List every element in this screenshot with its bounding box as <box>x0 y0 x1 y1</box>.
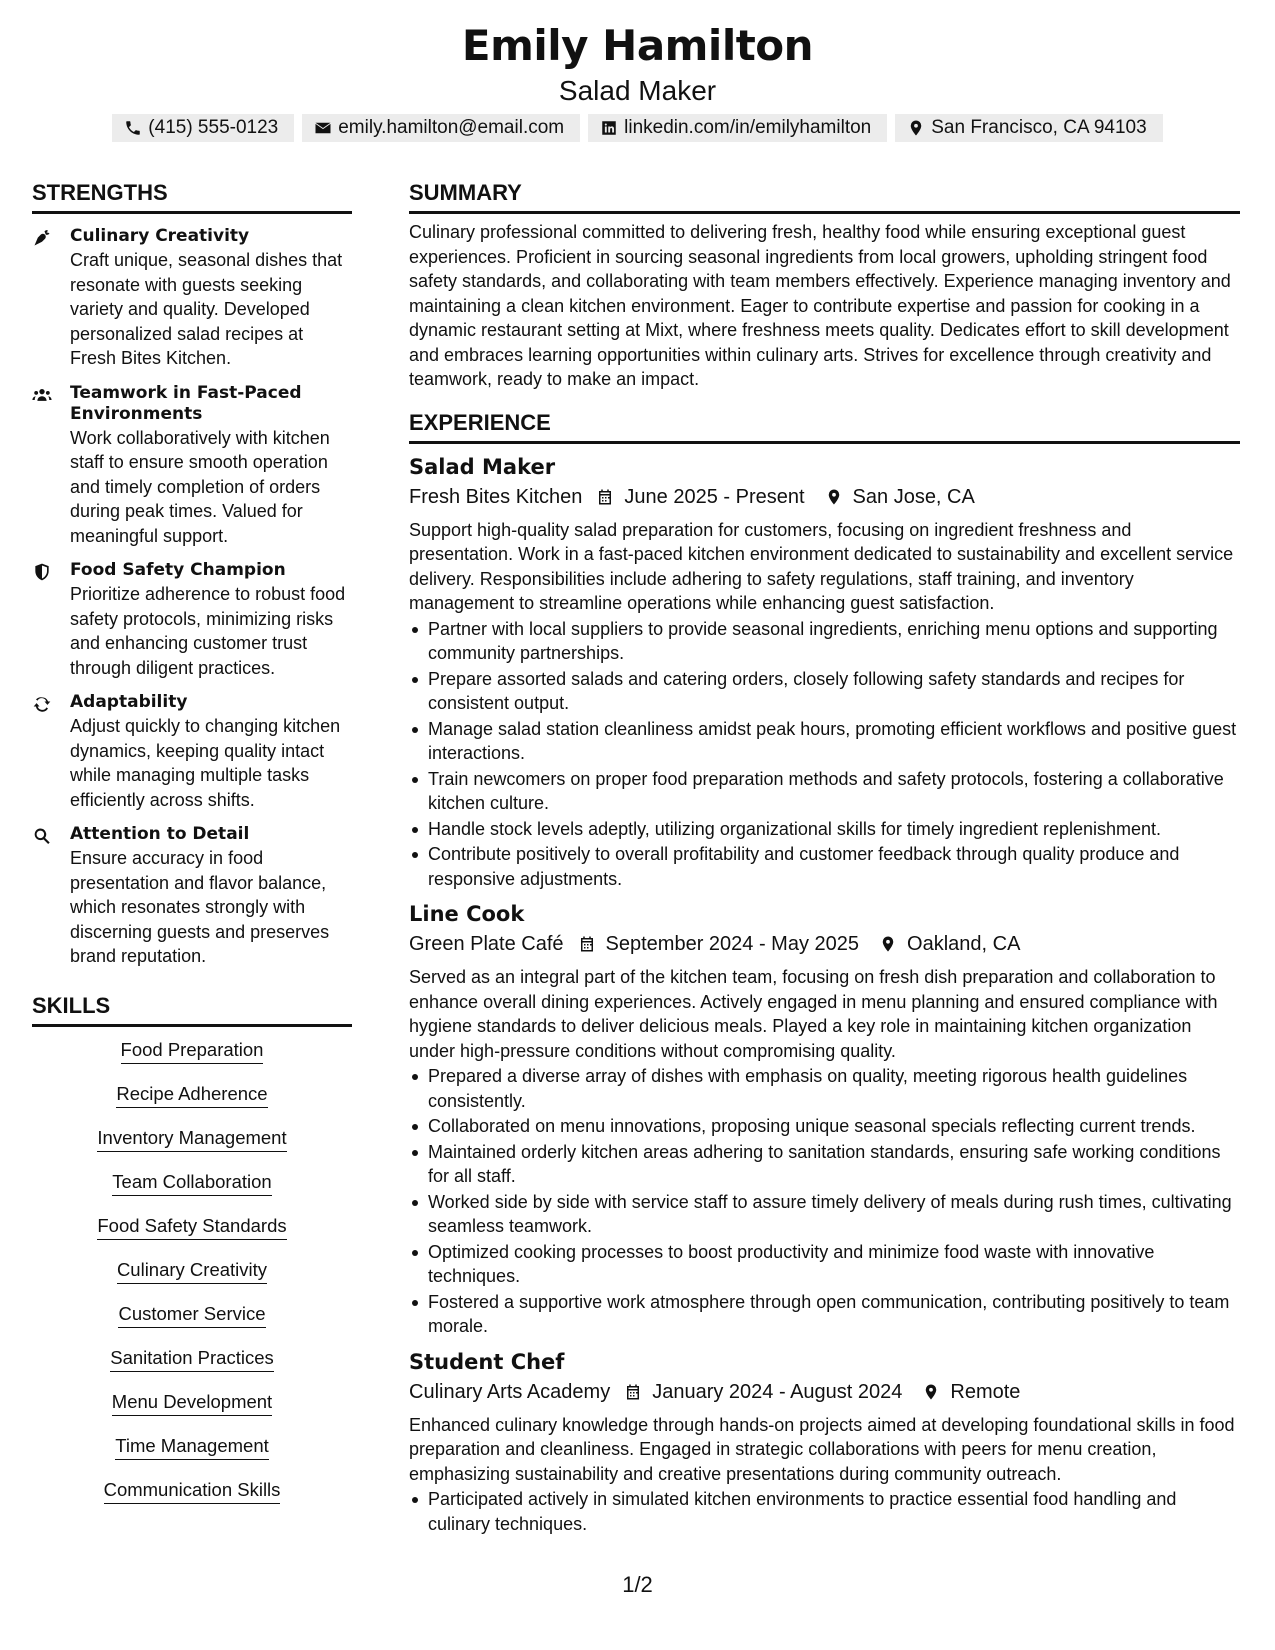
skill-tag: Sanitation Practices <box>110 1345 274 1372</box>
phone-icon <box>124 119 142 137</box>
strength-desc: Ensure accuracy in food presentation and flavor balance, which resonates strongly with discerning guests and preserves brand reputation. <box>70 848 330 966</box>
candidate-name: Emily Hamilton <box>461 21 814 70</box>
bullet-item: Collaborated on menu innovations, proposing unique seasonal specials reflecting current trends. <box>409 1114 1240 1139</box>
calendar-icon <box>624 1383 642 1401</box>
skill-tag: Team Collaboration <box>112 1169 271 1196</box>
map-pin-icon <box>907 119 925 137</box>
job-location: Remote <box>950 1380 1021 1403</box>
job-bullets <box>409 1487 1240 1536</box>
bullet-item: Maintained orderly kitchen areas adhering to sanitation standards, ensuring safe working conditions for all staff. <box>409 1140 1240 1189</box>
skills-heading: SKILLS <box>32 991 352 1027</box>
job-entry <box>409 452 1240 892</box>
contact-linkedin[interactable] <box>588 114 887 142</box>
bullet-item: Prepared a diverse array of dishes with emphasis on quality, meeting rigorous health guidelines consistently. <box>409 1064 1240 1113</box>
strength-title: Attention to Detail <box>70 824 250 844</box>
job-dates: September 2024 - May 2025 <box>605 933 860 955</box>
skill-tag: Menu Development <box>112 1389 272 1416</box>
skill-tag: Recipe Adherence <box>116 1081 267 1108</box>
job-meta <box>409 929 1240 959</box>
bullet-item: Train newcomers on proper food preparation methods and safety protocols, fostering a collaborative kitchen culture. <box>409 767 1240 816</box>
linkedin-text: linkedin.com/in/emilyhamilton <box>624 117 872 138</box>
job-description: Support high-quality salad preparation for customers, focusing on ingredient freshness and presentation. Work in a fast-paced kitchen environment dedicated to sustainability and excellent service delivery. Responsibilities include adhering to safety regulations, staff training, and inventory management to streamline operations while enhancing guest satisfaction. <box>409 519 1234 613</box>
summary-heading: SUMMARY <box>409 178 1240 214</box>
job-dates: June 2025 - Present <box>624 485 805 508</box>
email-text: emily.hamilton@email.com <box>338 117 565 138</box>
job-description: Served as an integral part of the kitchen team, focusing on fresh dish preparation and collaboration to enhance overall dining experiences. Actively engaged in menu planning and ensured compliance with hygiene standards to deliver delicious meals. Played a key role in maintaining kitchen organization under high-pressure conditions without compromising quality. <box>409 967 1218 1061</box>
map-pin-icon <box>825 488 843 506</box>
location-text: San Francisco, CA 94103 <box>931 117 1147 138</box>
strength-desc: Adjust quickly to changing kitchen dynamics, keeping quality intact while managing multiple tasks efficiently across shifts. <box>70 716 341 810</box>
strength-title: Teamwork in Fast-Paced Environments <box>70 382 302 424</box>
carrot-icon <box>32 228 52 248</box>
envelope-icon <box>314 119 332 137</box>
strength-item <box>32 560 352 680</box>
job-title: Salad Maker <box>409 454 556 479</box>
job-meta <box>409 1377 1240 1407</box>
bullet-item: Worked side by side with service staff to assure timely delivery of meals during rush times, cultivating seamless teamwork. <box>409 1190 1240 1239</box>
page-number: 1/2 <box>622 1572 653 1597</box>
job-description: Enhanced culinary knowledge through hands-on projects aimed at developing foundational skills in food preparation and cleanliness. Engaged in strategic collaborations with peers for menu creation, emphasizing sustainability and creative presentations during community outreach. <box>409 1414 1235 1484</box>
job-entry <box>409 899 1240 1339</box>
map-pin-icon <box>922 1383 940 1401</box>
left-column <box>32 178 352 1521</box>
job-location: Oakland, CA <box>907 933 1021 955</box>
job-location: San Jose, CA <box>852 485 975 508</box>
skill-tag: Food Safety Standards <box>97 1213 286 1240</box>
shield-icon <box>32 562 52 582</box>
phone-text: (415) 555-0123 <box>148 117 279 138</box>
job-title: Line Cook <box>409 902 525 926</box>
bullet-item: Participated actively in simulated kitchen environments to practice essential food handling and culinary techniques. <box>409 1487 1240 1536</box>
strength-desc: Work collaboratively with kitchen staff to ensure smooth operation and timely completion of orders during peak times. Valued for meaningful support. <box>70 427 330 546</box>
strength-title: Culinary Creativity <box>70 226 250 246</box>
skill-tag: Time Management <box>115 1433 269 1460</box>
strength-item <box>32 824 352 969</box>
strength-desc: Prioritize adherence to robust food safety protocols, minimizing risks and enhancing customer trust through diligent practices. <box>70 584 346 678</box>
skill-tag: Communication Skills <box>104 1477 281 1504</box>
resume-header <box>0 18 1275 108</box>
skill-tag: Food Preparation <box>121 1037 264 1064</box>
refresh-icon <box>32 694 52 714</box>
bullet-item: Fostered a supportive work atmosphere through open communication, contributing positively to team morale. <box>409 1290 1240 1339</box>
job-entry <box>409 1347 1240 1537</box>
contact-phone[interactable] <box>112 114 294 142</box>
skill-tag: Culinary Creativity <box>117 1257 267 1284</box>
job-company: Culinary Arts Academy <box>409 1380 611 1403</box>
job-dates: January 2024 - August 2024 <box>652 1380 903 1403</box>
summary-text: Culinary professional committed to delivering fresh, healthy food while ensuring exceptional guest experiences. Proficient in sourcing seasonal ingredients from local growers, upholding stringent food safety standards, and collaborating with team members effectively. Experience managing inventory and maintaining a clean kitchen environment. Eager to contribute expertise and passion for cooking in a dynamic restaurant setting at Mixt, where freshness meets quality. Dedicates effort to skill development and embraces learning opportunities within culinary arts. Strives for excellence through creativity and teamwork, ready to make an impact. <box>409 222 1231 389</box>
strength-item <box>32 226 352 371</box>
experience-heading: EXPERIENCE <box>409 408 1240 444</box>
bullet-item: Optimized cooking processes to boost productivity and minimize food waste with innovative techniques. <box>409 1240 1240 1289</box>
job-company: Green Plate Café <box>409 933 564 955</box>
search-icon <box>32 826 52 846</box>
calendar-icon <box>596 488 614 506</box>
calendar-icon <box>578 935 596 953</box>
strength-item <box>32 383 352 549</box>
strength-title: Adaptability <box>70 692 188 712</box>
strength-title: Food Safety Champion <box>70 560 286 580</box>
skill-tag: Inventory Management <box>97 1125 286 1152</box>
bullet-item: Partner with local suppliers to provide seasonal ingredients, enriching menu options and supporting community partnerships. <box>409 617 1240 666</box>
skill-tag: Customer Service <box>118 1301 265 1328</box>
strength-item <box>32 692 352 812</box>
skills-list <box>32 1037 352 1521</box>
bullet-item: Manage salad station cleanliness amidst peak hours, promoting efficient workflows and positive guest interactions. <box>409 717 1240 766</box>
linkedin-icon <box>600 119 618 137</box>
users-icon <box>32 385 52 405</box>
contact-location[interactable] <box>895 114 1162 142</box>
strengths-heading: STRENGTHS <box>32 178 352 214</box>
job-title: Student Chef <box>409 1349 565 1374</box>
bullet-item: Prepare assorted salads and catering orders, closely following safety standards and recipes for consistent output. <box>409 667 1240 716</box>
bullet-item: Contribute positively to overall profitability and customer feedback through quality produce and responsive adjustments. <box>409 842 1240 891</box>
contact-bar <box>0 114 1275 142</box>
right-column <box>409 178 1240 1537</box>
contact-email[interactable] <box>302 114 580 142</box>
map-pin-icon <box>879 935 897 953</box>
candidate-role: Salad Maker <box>558 75 717 106</box>
job-bullets <box>409 617 1240 892</box>
job-company: Fresh Bites Kitchen <box>409 485 583 508</box>
strength-desc: Craft unique, seasonal dishes that resonate with guests seeking variety and quality. Developed personalized salad recipes at Fresh Bites Kitchen. <box>70 250 343 368</box>
bullet-item: Handle stock levels adeptly, utilizing organizational skills for timely ingredient replenishment. <box>409 817 1240 842</box>
job-bullets <box>409 1064 1240 1339</box>
job-meta <box>409 482 1240 512</box>
